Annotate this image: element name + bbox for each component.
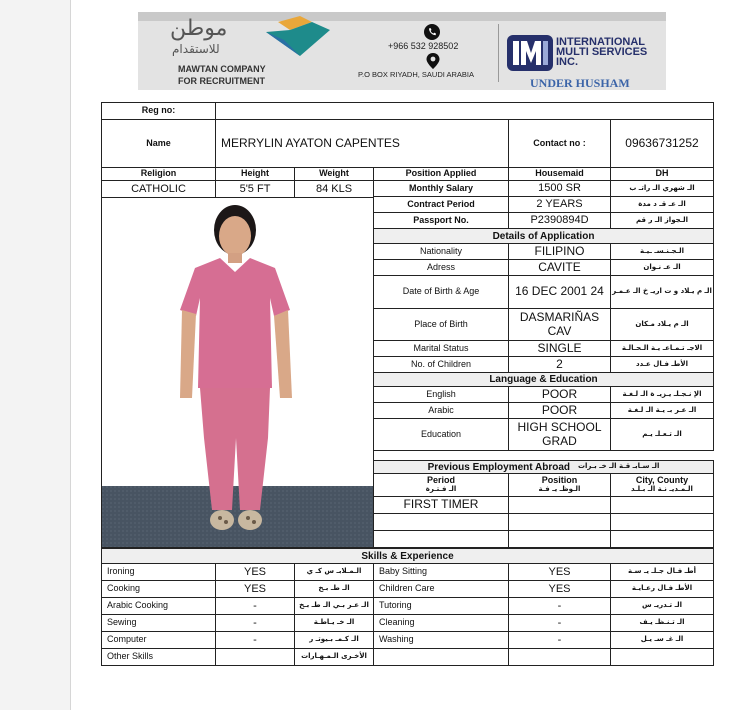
skill-right-value: YES [508, 580, 611, 598]
skill-left-label: Other Skills [101, 648, 216, 666]
skill-left-label-ar: الأخـرى الـمـهـارات [294, 648, 374, 666]
language-label: Arabic [373, 402, 509, 419]
column-title-ar: الـمـديـ نـة الـ بـلـد [631, 485, 693, 494]
company-name-line1: MAWTAN COMPANY [178, 64, 266, 74]
applicant-photo [101, 197, 374, 548]
previous-employment-cell [508, 530, 611, 548]
language-value: POOR [508, 402, 611, 419]
skill-right-value [508, 648, 611, 666]
skill-right-value: - [508, 597, 611, 615]
detail-value: FILIPINO [508, 243, 611, 260]
skill-right-label-ar: الـ غـ سـ يـل [610, 631, 714, 649]
position-row-value: P2390894D [508, 212, 611, 229]
weight-value: 84 KLS [294, 180, 374, 198]
under-husham: UNDER HUSHAM [530, 76, 630, 90]
position-row-label: Contract Period [373, 196, 509, 213]
skill-right-value: - [508, 614, 611, 632]
previous-employment-cell [373, 530, 509, 548]
detail-label-ar: الـ عـ نـوان [610, 259, 714, 276]
phone-number: +966 532 928502 [388, 41, 459, 51]
skill-right-label [373, 648, 509, 666]
skill-right-value: - [508, 631, 611, 649]
column-title-ar: الـوظـ يـ فـة [538, 485, 581, 494]
contact-label: Contact no : [508, 119, 611, 168]
previous-employment-column [508, 473, 611, 497]
detail-value: CAVITE [508, 259, 611, 276]
height-header: Height [215, 167, 295, 181]
reg-no-value [215, 102, 714, 120]
header-divider [498, 24, 499, 82]
height-value: 5'5 FT [215, 180, 295, 198]
skill-right-label: Washing [373, 631, 509, 649]
detail-value: DASMARIÑAS CAV [508, 308, 611, 341]
language-header: Language & Education [373, 372, 714, 387]
skill-left-label-ar: الـ كـمـ بـيوتـ ر [294, 631, 374, 649]
position-row-label: Passport No. [373, 212, 509, 229]
language-label: English [373, 386, 509, 403]
previous-employment-title-ar: الـ سـابـ قـة الـ خـ بـرات [578, 462, 660, 471]
skill-right-label: Cleaning [373, 614, 509, 632]
religion-header: Religion [101, 167, 216, 181]
skill-right-label-ar [610, 648, 714, 666]
position-row-label-ar: الـ عـ قـ د مدة [610, 196, 714, 213]
language-value: POOR [508, 386, 611, 403]
previous-employment-column [610, 473, 714, 497]
detail-label: Place of Birth [373, 308, 509, 341]
skill-left-label: Arabic Cooking [101, 597, 216, 615]
skill-right-label-ar: أطـ فـال جـلـ يـ سـة [610, 563, 714, 581]
detail-label: Nationality [373, 243, 509, 260]
detail-label: No. of Children [373, 356, 509, 373]
detail-value: 16 DEC 2001 24 [508, 275, 611, 309]
company-name-line2: FOR RECRUITMENT [178, 76, 265, 86]
previous-employment-cell [610, 496, 714, 514]
detail-label: Adress [373, 259, 509, 276]
partner-company-name: INTERNATIONAL MULTI SERVICES INC. [556, 36, 648, 68]
skill-left-label-ar: الـمـلابـ س كـ ي [294, 563, 374, 581]
detail-value: SINGLE [508, 340, 611, 357]
position-row-value: 1500 SR [508, 180, 611, 197]
previous-employment-cell [610, 530, 714, 548]
skill-left-value: - [215, 597, 295, 615]
position-row-label-ar: الـجواز الـ ر قم [610, 212, 714, 229]
skill-right-value: YES [508, 563, 611, 581]
skill-right-label: Baby Sitting [373, 563, 509, 581]
skill-left-label: Ironing [101, 563, 216, 581]
language-value: HIGH SCHOOL GRAD [508, 418, 611, 451]
skill-left-value: - [215, 614, 295, 632]
skill-left-label: Cooking [101, 580, 216, 598]
details-header: Details of Application [373, 228, 714, 244]
skill-left-value [215, 648, 295, 666]
language-label-ar: الـ عـر بـ يـة الـ لـغـة [610, 402, 714, 419]
detail-label-ar: الـ م يـلاد و ت اريـ خ الـ عـمـر [610, 275, 714, 309]
skill-right-label: Children Care [373, 580, 509, 598]
religion-value: CATHOLIC [101, 180, 216, 198]
phone-icon [424, 24, 440, 40]
housemaid-header: Housemaid [508, 167, 611, 181]
position-header: Position Applied [373, 167, 509, 181]
detail-label-ar: الـ م يـلاد مـكان [610, 308, 714, 341]
location-pin-icon [426, 53, 440, 69]
skill-left-value: - [215, 631, 295, 649]
skill-right-label: Tutoring [373, 597, 509, 615]
detail-label-ar: الاجـ تـمـاعـ يـة الـحـالـة [610, 340, 714, 357]
skill-left-value: YES [215, 580, 295, 598]
skill-left-value: YES [215, 563, 295, 581]
mawtan-logo-icon [264, 16, 334, 60]
detail-label-ar: الـجـنـسـ ـيـة [610, 243, 714, 260]
previous-employment-header [373, 460, 714, 474]
column-title: Period [426, 475, 455, 486]
contact-value: 09636731252 [610, 119, 714, 168]
language-label-ar: الإ نـجـلـ يـزيـ ة الـ لـغـة [610, 386, 714, 403]
previous-employment-cell [508, 496, 611, 514]
previous-employment-cell [610, 513, 714, 531]
name-value: MERRYLIN AYATON CAPENTES [215, 119, 509, 168]
skills-header: Skills & Experience [101, 548, 714, 564]
position-row-label: Monthly Salary [373, 180, 509, 197]
dh-header: DH [610, 167, 714, 181]
skill-left-label-ar: الـ خـ يـاطـة [294, 614, 374, 632]
position-row-value: 2 YEARS [508, 196, 611, 213]
detail-value: 2 [508, 356, 611, 373]
detail-label-ar: الأطـ فـال عـدد [610, 356, 714, 373]
company-sub-arabic: للاستقدام [172, 42, 220, 56]
detail-label: Marital Status [373, 340, 509, 357]
skill-right-label-ar: الـ تـدريـ س [610, 597, 714, 615]
column-title: Position [541, 475, 578, 486]
ims-logo-icon [507, 33, 553, 73]
reg-no-label: Reg no: [101, 102, 216, 120]
language-label-ar: الـ تـعـلـ يـم [610, 418, 714, 451]
previous-employment-column [373, 473, 509, 497]
previous-employment-cell [373, 513, 509, 531]
language-label: Education [373, 418, 509, 451]
skill-right-label-ar: الأطـ فـال رعـايـة [610, 580, 714, 598]
previous-employment-cell [508, 513, 611, 531]
previous-employment-title: Previous Employment Abroad [427, 461, 570, 473]
company-address: P.O BOX RIYADH, SAUDI ARABIA [358, 70, 475, 79]
column-title: City, County [635, 475, 689, 486]
weight-header: Weight [294, 167, 374, 181]
position-row-label-ar: الـ شهري الـ راتـ ب [610, 180, 714, 197]
detail-label: Date of Birth & Age [373, 275, 509, 309]
column-title-ar: الـ فـتـرة [425, 485, 457, 494]
previous-employment-cell: FIRST TIMER [373, 496, 509, 514]
company-name-arabic: موطن [170, 16, 228, 41]
name-label: Name [101, 119, 216, 168]
skill-right-label-ar: الـ تـنـظـ يـف [610, 614, 714, 632]
skill-left-label: Sewing [101, 614, 216, 632]
skill-left-label: Computer [101, 631, 216, 649]
skill-left-label-ar: الـ طـ بـخ [294, 580, 374, 598]
skill-left-label-ar: الـ عـر بـي الـ طـ بـخ [294, 597, 374, 615]
